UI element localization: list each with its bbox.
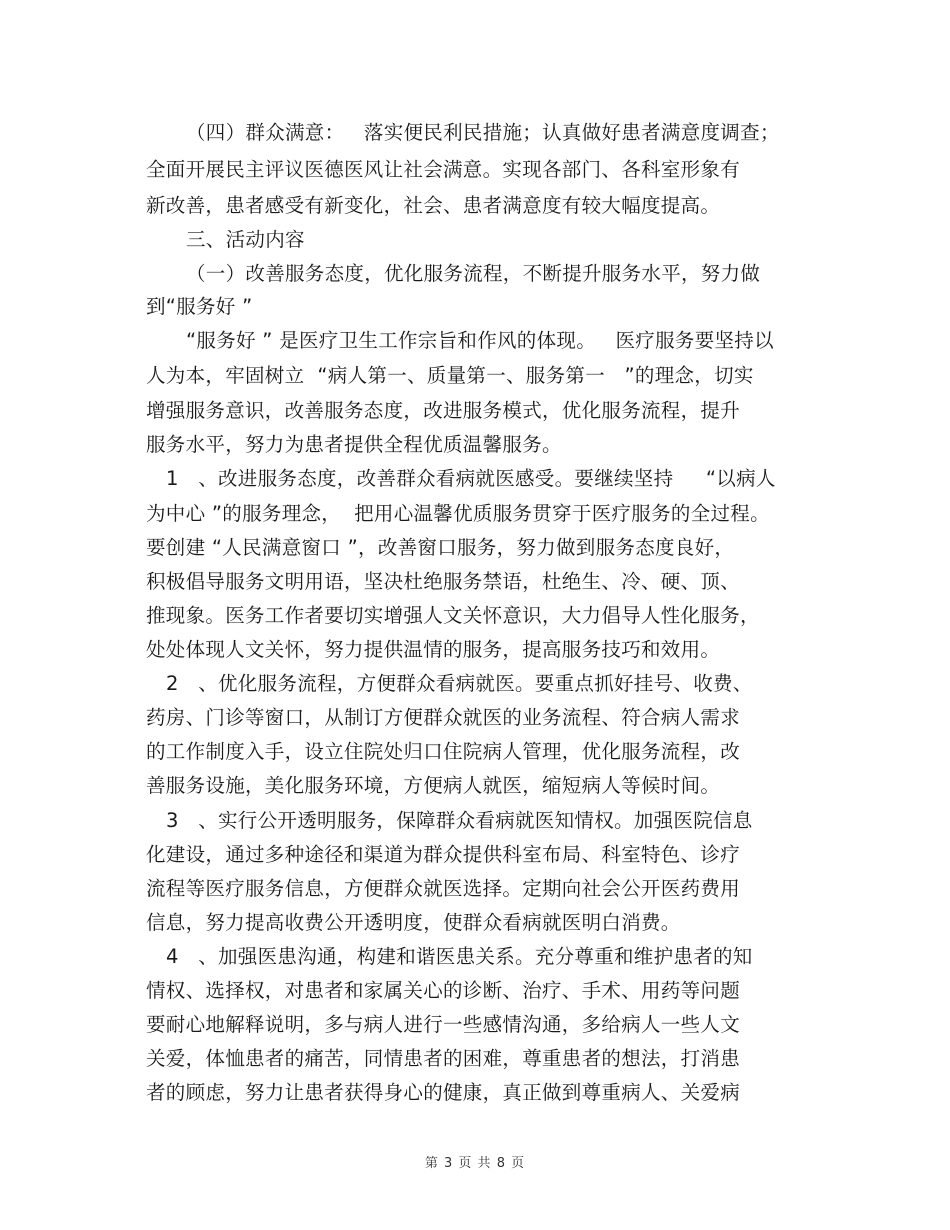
page-number: 第 3 页 共 8 页: [424, 1156, 526, 1171]
paragraph-line: 药房、门诊等窗口，从制订方便群众就医的业务流程、符合病人需求: [146, 706, 741, 729]
paragraph-line: 2 、优化服务流程，方便群众看病就医。要重点抓好挂号、收费、: [166, 672, 753, 695]
paragraph-line: 三、活动内容: [186, 228, 305, 251]
paragraph-line: 到“服务好 ”: [146, 295, 253, 318]
paragraph-line: （四）群众满意： 落实便民利民措施；认真做好患者满意度调查；: [186, 121, 780, 144]
paragraph-line: 情权、选择权，对患者和家属关心的诊断、治疗、手术、用药等问题: [146, 979, 741, 1002]
paragraph-line: 全面开展民主评议医德医风让社会满意。实现各部门、各科室形象有: [146, 158, 741, 181]
paragraph-line: 处处体现人文关怀，努力提供温情的服务，提高服务技巧和效用。: [146, 638, 721, 661]
paragraph-line: 增强服务意识，改善服务态度，改进服务模式，优化服务流程，提升: [146, 399, 741, 422]
paragraph-line: 3 、实行公开透明服务，保障群众看病就医知情权。加强医院信息: [166, 809, 753, 832]
paragraph-line: 服务水平，努力为患者提供全程优质温馨服务。: [146, 433, 562, 456]
paragraph-line: （一）改善服务态度，优化服务流程，不断提升服务水平，努力做: [186, 262, 761, 285]
paragraph-line: 4 、加强医患沟通，构建和谐医患关系。充分尊重和维护患者的知: [166, 945, 753, 968]
paragraph-line: 要耐心地解释说明，多与病人进行一些感情沟通，多给病人一些人文: [146, 1013, 741, 1036]
paragraph-line: 流程等医疗服务信息，方便群众就医选择。定期向社会公开医药费用: [146, 877, 741, 900]
paragraph-line: 为中心 ”的服务理念， 把用心温馨优质服务贯穿于医疗服务的全过程。: [146, 502, 770, 525]
paragraph-line: 化建设，通过多种途径和渠道为群众提供科室布局、科室特色、诊疗: [146, 843, 741, 866]
paragraph-line: 的工作制度入手，设立住院处归口住院病人管理，优化服务流程，改: [146, 740, 741, 763]
paragraph-line: 信息，努力提高收费公开透明度，使群众看病就医明白消费。: [146, 911, 681, 934]
paragraph-line: 关爱，体恤患者的痛苦，同情患者的困难，尊重患者的想法，打消患: [146, 1047, 741, 1070]
paragraph-line: 1 、改进服务态度，改善群众看病就医感受。要继续坚持 “以病人: [166, 467, 776, 490]
paragraph-line: 要创建 “人民满意窗口 ”，改善窗口服务，努力做到服务态度良好，: [146, 536, 735, 559]
paragraph-line: 人为本，牢固树立 “病人第一、质量第一、服务第一 ”的理念，切实: [146, 364, 754, 387]
paragraph-line: 推现象。医务工作者要切实增强人文关怀意识，大力倡导人性化服务，: [146, 604, 760, 627]
paragraph-line: 善服务设施，美化服务环境，方便病人就医，缩短病人等候时间。: [146, 774, 721, 797]
paragraph-line: 积极倡导服务文明用语，坚决杜绝服务禁语，杜绝生、冷、硬、顶、: [146, 570, 741, 593]
paragraph-line: 者的顾虑，努力让患者获得身心的健康，真正做到尊重病人、关爱病: [146, 1081, 741, 1104]
paragraph-line: 新改善，患者感受有新变化，社会、患者满意度有较大幅度提高。: [146, 194, 721, 217]
paragraph-line: “服务好 ” 是医疗卫生工作宗旨和作风的体现。 医疗服务要坚持以: [186, 329, 774, 352]
